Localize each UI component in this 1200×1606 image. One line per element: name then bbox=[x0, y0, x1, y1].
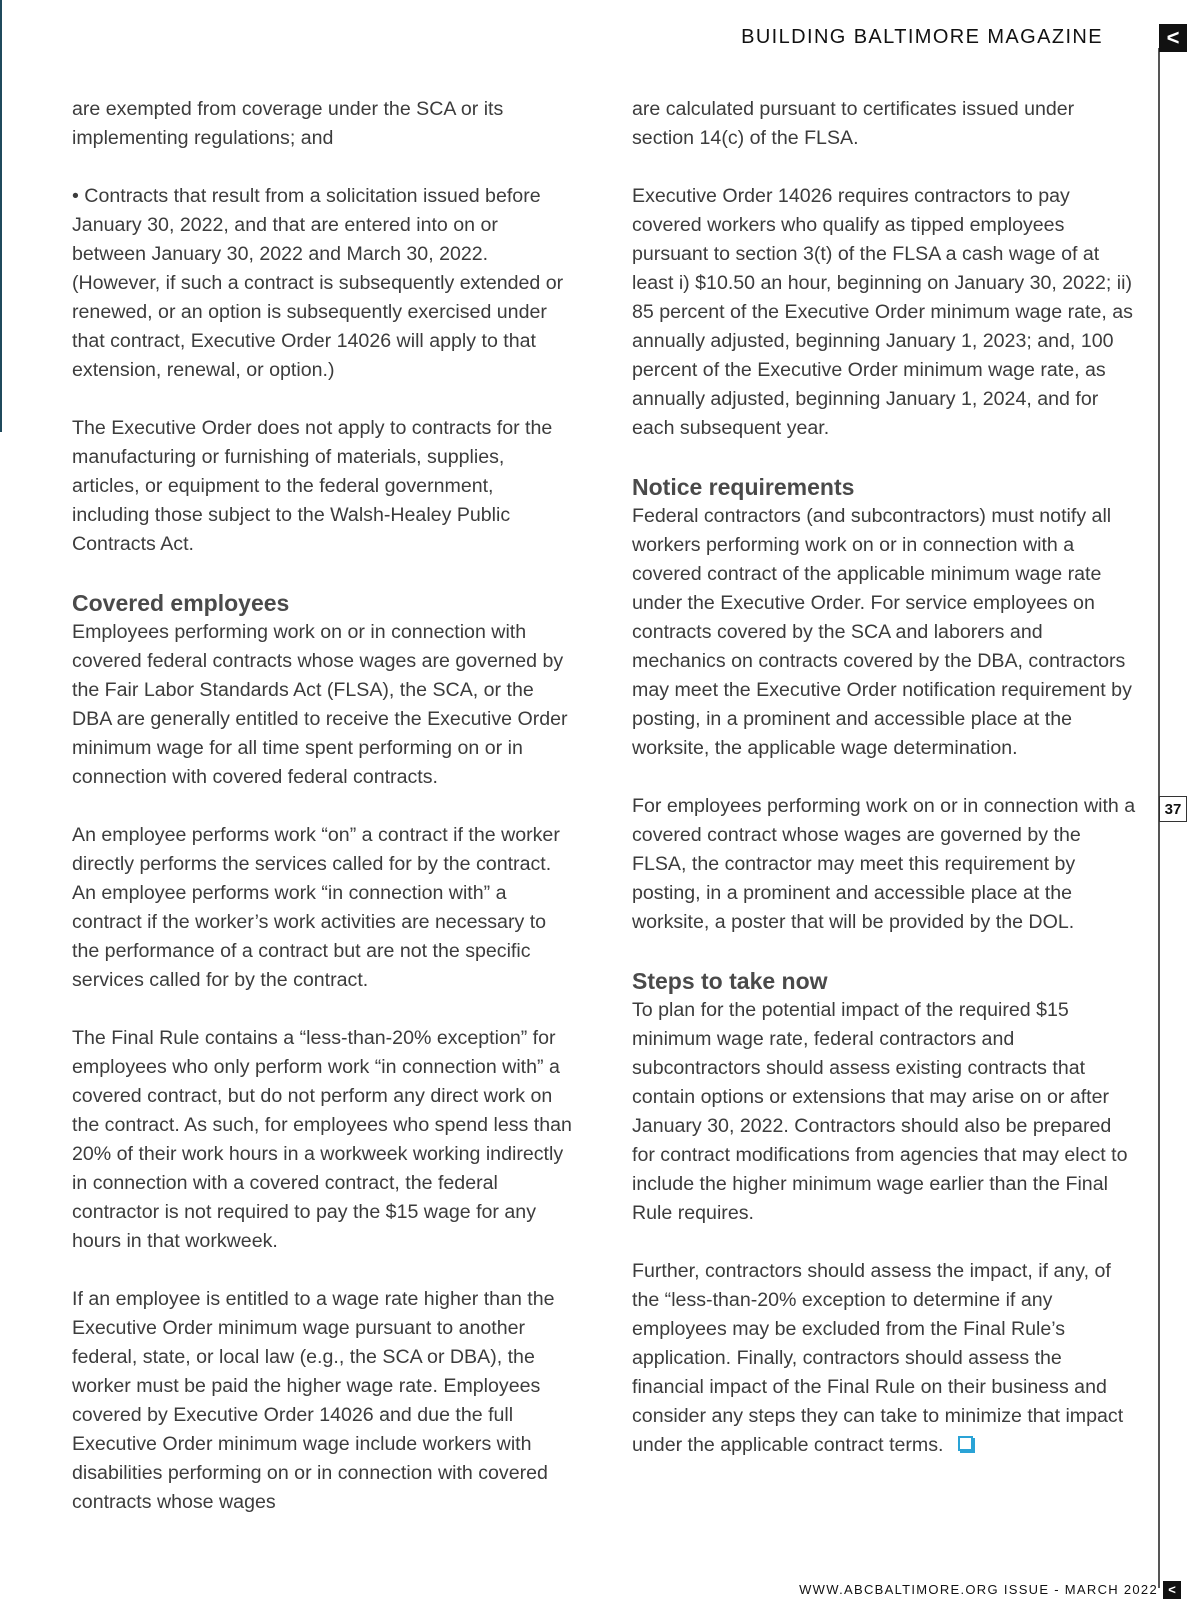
section-heading-steps-to-take-now: Steps to take now bbox=[632, 968, 828, 994]
paragraph: For employees performing work on or in connection with a covered contract whose wages are governed by the FLSA, the contractor may meet this requirement by posting, in a prominent and accessible place at the worksite, a poster that will be provided by the DOL. bbox=[632, 795, 1136, 933]
paragraph: Executive Order 14026 requires contractors to pay covered workers who qualify as tipped employees pursuant to section 3(t) of the FLSA a cash wage of at least i) $10.50 an hour, beginning on January 30, 2022; ii) 85 percent of the Executive Order minimum wage rate, as annually adjusted, beginning January 1, 2023; and, 100 percent of the Executive Order minimum wage rate, as annually adjusted, beginning January 1, 2024, and for each subsequent year. bbox=[632, 185, 1133, 439]
paragraph: The Final Rule contains a “less-than-20% exception” for employees who only perform work “in connection with” a covered contract, but do not perform any direct work on the contract. As such, for employees who spend less than 20% of their work hours in a workweek working indirectly in connection with a covered contract, the federal contractor is not required to pay the $15 wage for any hours in that workweek. bbox=[72, 1027, 572, 1252]
left-column bbox=[72, 95, 572, 1546]
paragraph: The Executive Order does not apply to contracts for the manufacturing or furnishing of materials, supplies, articles, or equipment to the federal government, including those subject to the Walsh-Healey Public Contracts Act. bbox=[72, 417, 553, 555]
paragraph: An employee performs work “on” a contract if the worker directly performs the services called for by the contract. An employee performs work “in connection with” a contract if the worker’s work activities are necessary to the performance of a contract but are not the specific services called for by the contract. bbox=[72, 824, 560, 991]
paragraph: are calculated pursuant to certificates issued under section 14(c) of the FLSA. bbox=[632, 98, 1075, 149]
back-arrow-icon[interactable]: < bbox=[1163, 1581, 1181, 1599]
magazine-title: BUILDING BALTIMORE MAGAZINE bbox=[741, 26, 1103, 48]
section-heading-notice-requirements: Notice requirements bbox=[632, 474, 855, 500]
page-number: 37 bbox=[1159, 796, 1187, 822]
left-edge-rule bbox=[0, 0, 2, 432]
final-paragraph-text: Further, contractors should assess the impact, if any, of the “less-than-20% exception to determine if any employees may be excluded from the Final Rule’s application. Finally, contractors should assess the financial impact of the Final Rule on their business and consider any steps they can take to minimize that impact under the applicable contract terms. bbox=[632, 1260, 1124, 1456]
paragraph-final bbox=[632, 1257, 1137, 1460]
end-of-article-icon bbox=[958, 1436, 973, 1451]
paragraph: Federal contractors (and subcontractors) must notify all workers performing work on or in connection with a covered contract of the applicable minimum wage rate under the Executive Order. For service employees on contracts covered by the SCA and laborers and mechanics on contracts covered by the DBA, contractors may meet the Executive Order notification requirement by posting, in a prominent and accessible place at the worksite, the applicable wage determination. bbox=[632, 505, 1132, 759]
footer-text: WWW.ABCBALTIMORE.ORG ISSUE - MARCH 2022 bbox=[799, 1582, 1158, 1597]
section-heading-covered-employees: Covered employees bbox=[72, 590, 290, 616]
paragraph: To plan for the potential impact of the required $15 minimum wage rate, federal contractors and subcontractors should assess existing contracts that contain options or extensions that may arise on or after January 30, 2022. Contractors should also be prepared for contract modifications from agencies that may elect to include the higher minimum wage earlier than the Final Rule requires. bbox=[632, 999, 1128, 1224]
bullet-paragraph: • Contracts that result from a solicitation issued before January 30, 2022, and that are entered into on or between January 30, 2022 and March 30, 2022. (However, if such a contract is subsequently extended or renewed, or an option is subsequently exercised under that contract, Executive Order 14026 will apply to that extension, renewal, or option.) bbox=[72, 185, 564, 381]
paragraph: Employees performing work on or in connection with covered federal contracts whose wages are governed by the Fair Labor Standards Act (FLSA), the SCA, or the DBA are generally entitled to receive the Executive Order minimum wage for all time spent performing on or in connection with covered federal contracts. bbox=[72, 621, 568, 788]
paragraph: If an employee is entitled to a wage rate higher than the Executive Order minimum wage pursuant to another federal, state, or local law (e.g., the SCA or DBA), the worker must be paid the higher wage rate. Employees covered by Executive Order 14026 and due the full Executive Order minimum wage include workers with disabilities performing on or in connection with covered contracts whose wages bbox=[72, 1288, 555, 1513]
back-arrow-icon[interactable]: < bbox=[1159, 24, 1187, 52]
right-column bbox=[632, 95, 1137, 1489]
paragraph: are exempted from coverage under the SCA or its implementing regulations; and bbox=[72, 98, 504, 149]
